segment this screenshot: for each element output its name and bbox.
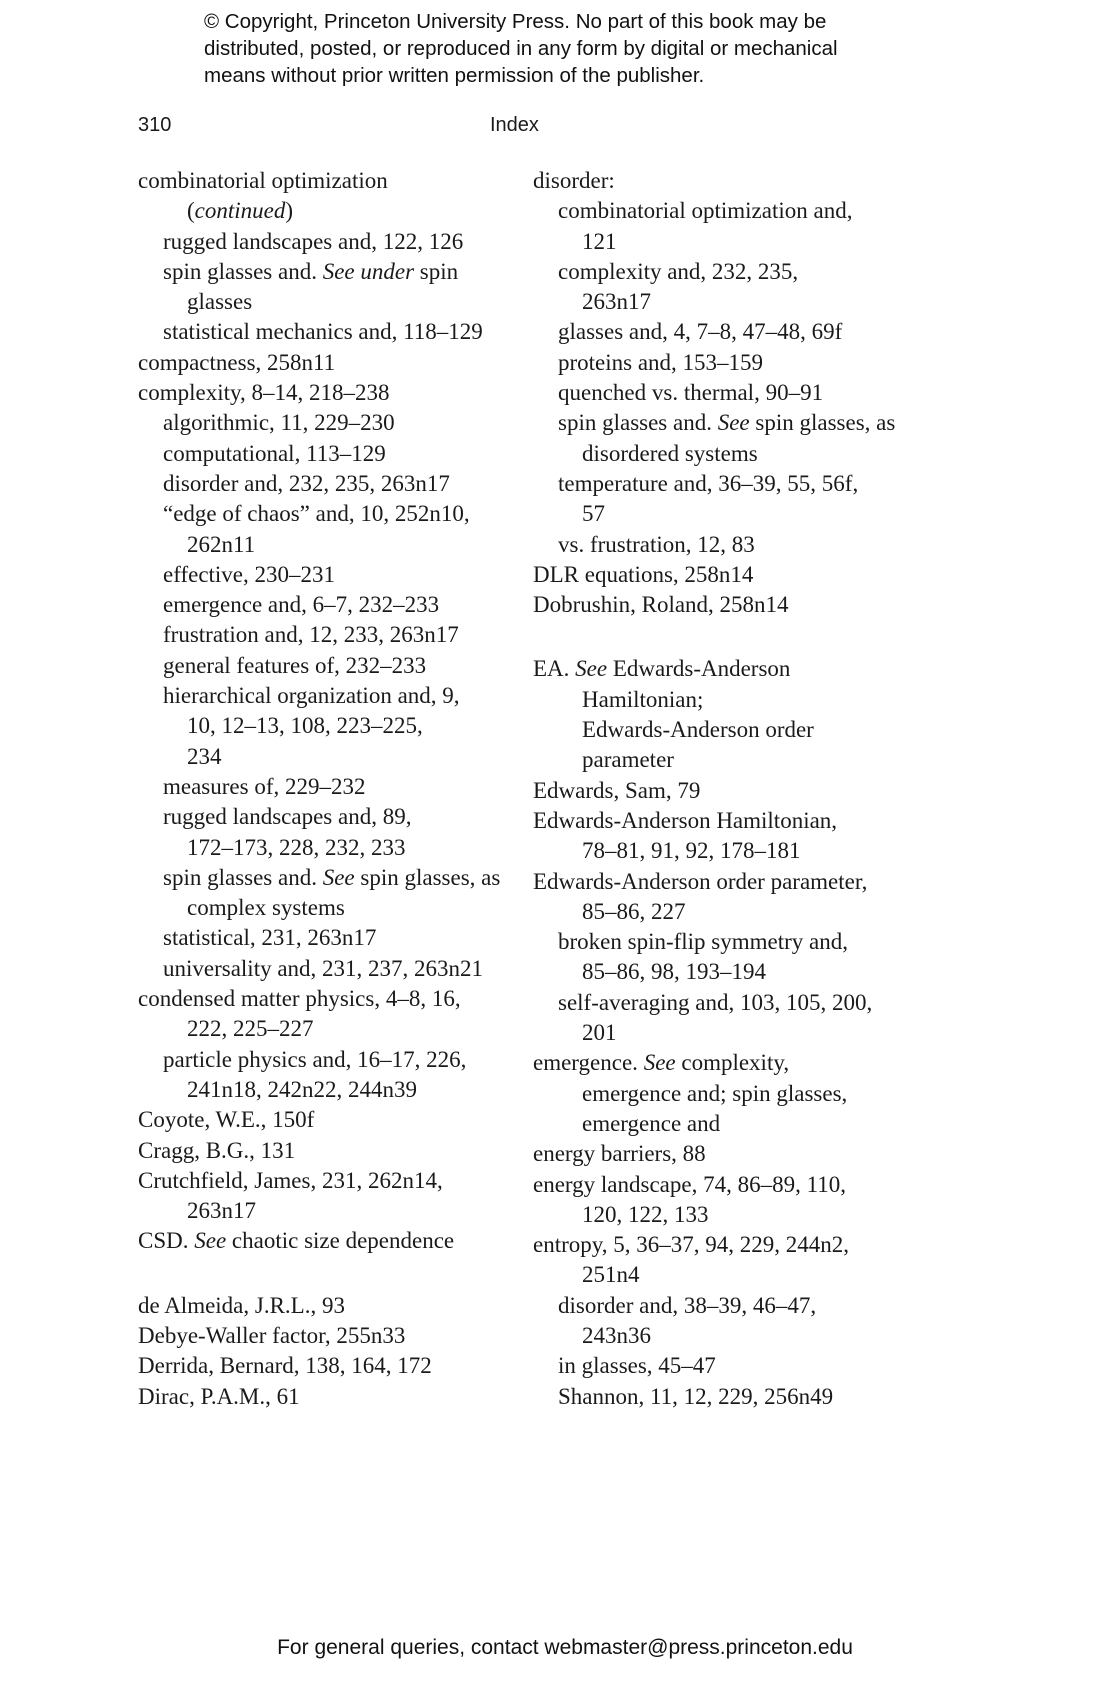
index-entry: Coyote, W.E., 150f — [138, 1107, 315, 1133]
index-subentry: spin glasses and. See under spin — [163, 258, 459, 284]
index-subentry: rugged landscapes and, 122, 126 — [163, 228, 464, 254]
index-subentry: proteins and, 153–159 — [558, 349, 764, 375]
index-subentry: particle physics and, 16–17, 226, — [163, 1046, 467, 1072]
index-letter-gap — [533, 620, 933, 654]
index-entry: energy landscape, 74, 86–89, 110, — [533, 1171, 846, 1197]
index-entry: de Almeida, J.R.L., 93 — [138, 1292, 345, 1318]
index-entry: Debye-Waller factor, 255n33 — [138, 1322, 406, 1348]
copyright-line: means without prior written permission of the publisher. — [204, 64, 705, 87]
index-entry-continuation: 57 — [582, 501, 605, 527]
index-subentry: Shannon, 11, 12, 229, 256n49 — [558, 1383, 834, 1409]
index-subentry: algorithmic, 11, 229–230 — [163, 410, 395, 436]
index-subentry: spin glasses and. See spin glasses, as — [163, 864, 501, 890]
index-entry: energy barriers, 88 — [533, 1141, 706, 1167]
copyright-notice — [204, 8, 1004, 89]
index-subentry: rugged landscapes and, 89, — [163, 804, 412, 830]
index-subentry: broken spin-flip symmetry and, — [558, 929, 849, 955]
index-subentry: statistical mechanics and, 118–129 — [163, 319, 483, 345]
page-header — [0, 110, 1100, 140]
index-entry-continuation: 243n36 — [582, 1322, 651, 1348]
page-number: 310 — [138, 114, 172, 136]
index-subentry: measures of, 229–232 — [163, 773, 366, 799]
index-entry-continuation: 201 — [582, 1020, 617, 1046]
index-entry-continuation: 10, 12–13, 108, 223–225, — [187, 713, 423, 739]
index-subentry: universality and, 231, 237, 263n21 — [163, 955, 484, 981]
index-letter-gap — [138, 1257, 538, 1291]
index-subentry: computational, 113–129 — [163, 440, 386, 466]
running-head: Index — [490, 114, 539, 136]
index-subentry: spin glasses and. See spin glasses, as — [558, 410, 896, 436]
index-subentry: frustration and, 12, 233, 263n17 — [163, 622, 459, 648]
index-entry-continuation: glasses — [187, 289, 253, 315]
index-entry-continuation: 78–81, 91, 92, 178–181 — [582, 838, 801, 864]
index-subentry: emergence and, 6–7, 232–233 — [163, 592, 440, 618]
index-column-left — [138, 166, 538, 1412]
index-entry: complexity, 8–14, 218–238 — [138, 380, 390, 406]
index-entry-continuation: emergence and — [582, 1110, 721, 1136]
index-entry-continuation: complex systems — [187, 895, 345, 921]
index-entry: emergence. See complexity, — [533, 1050, 790, 1076]
index-entry-continuation: emergence and; spin glasses, — [582, 1080, 848, 1106]
index-entry-continuation: 241n18, 242n22, 244n39 — [187, 1076, 417, 1102]
index-subentry: quenched vs. thermal, 90–91 — [558, 380, 824, 406]
index-subentry: combinatorial optimization and, — [558, 198, 853, 224]
index-entry-continuation: 172–173, 228, 232, 233 — [187, 834, 406, 860]
index-subentry: glasses and, 4, 7–8, 47–48, 69f — [558, 319, 843, 345]
index-entry: Dobrushin, Roland, 258n14 — [533, 592, 789, 618]
index-entry: entropy, 5, 36–37, 94, 229, 244n2, — [533, 1232, 850, 1258]
index-subentry: temperature and, 36–39, 55, 56f, — [558, 470, 859, 496]
index-entry: EA. See Edwards-Anderson — [533, 656, 791, 682]
copyright-line: distributed, posted, or reproduced in any form by digital or mechanical — [204, 37, 838, 60]
index-entry-continuation: 263n17 — [187, 1198, 256, 1224]
index-subentry: vs. frustration, 12, 83 — [558, 531, 755, 557]
index-subentry: “edge of chaos” and, 10, 252n10, — [163, 501, 470, 527]
index-entry-continuation: (continued) — [187, 198, 294, 224]
index-entry-continuation: 263n17 — [582, 289, 651, 315]
index-subentry: statistical, 231, 263n17 — [163, 925, 377, 951]
index-entry-continuation: 222, 225–227 — [187, 1016, 314, 1042]
index-entry: Crutchfield, James, 231, 262n14, — [138, 1167, 443, 1193]
index-entry-continuation: 262n11 — [187, 531, 256, 557]
index-column-right — [533, 166, 933, 1412]
index-subentry: in glasses, 45–47 — [558, 1353, 716, 1379]
index-subentry: self-averaging and, 103, 105, 200, — [558, 989, 873, 1015]
index-entry: disorder: — [533, 168, 615, 193]
index-subentry: disorder and, 38–39, 46–47, — [558, 1292, 817, 1318]
index-entry: Edwards-Anderson order parameter, — [533, 868, 868, 894]
index-entry: condensed matter physics, 4–8, 16, — [138, 986, 461, 1012]
index-entry: Cragg, B.G., 131 — [138, 1137, 296, 1163]
index-entry-continuation: disordered systems — [582, 440, 758, 466]
footer-contact: For general queries, contact webmaster@press.princeton.edu — [277, 1636, 853, 1659]
index-entry-continuation: 120, 122, 133 — [582, 1201, 709, 1227]
index-entry: compactness, 258n11 — [138, 349, 336, 375]
index-entry-continuation: 85–86, 227 — [582, 898, 686, 924]
index-entry: combinatorial optimization — [138, 168, 388, 193]
index-entry: Edwards-Anderson Hamiltonian, — [533, 807, 838, 833]
copyright-line: © Copyright, Princeton University Press. No part of this book may be — [204, 10, 827, 33]
index-entry-continuation: 85–86, 98, 193–194 — [582, 959, 766, 985]
index-entry-continuation: Edwards-Anderson order — [582, 717, 814, 743]
index-subentry: general features of, 232–233 — [163, 652, 427, 678]
index-entry-continuation: 251n4 — [582, 1262, 640, 1288]
index-entry-continuation: parameter — [582, 747, 674, 773]
index-entry: DLR equations, 258n14 — [533, 561, 754, 587]
index-entry-continuation: 121 — [582, 228, 617, 254]
index-subentry: complexity and, 232, 235, — [558, 258, 799, 284]
index-subentry: effective, 230–231 — [163, 561, 336, 587]
index-entry: CSD. See chaotic size dependence — [138, 1228, 455, 1254]
index-subentry: hierarchical organization and, 9, — [163, 683, 460, 709]
index-entry-continuation: Hamiltonian; — [582, 686, 704, 712]
index-subentry: disorder and, 232, 235, 263n17 — [163, 470, 450, 496]
index-entry: Dirac, P.A.M., 61 — [138, 1383, 300, 1409]
index-entry-continuation: 234 — [187, 743, 222, 769]
index-entry: Derrida, Bernard, 138, 164, 172 — [138, 1353, 432, 1379]
index-entry: Edwards, Sam, 79 — [533, 777, 701, 803]
